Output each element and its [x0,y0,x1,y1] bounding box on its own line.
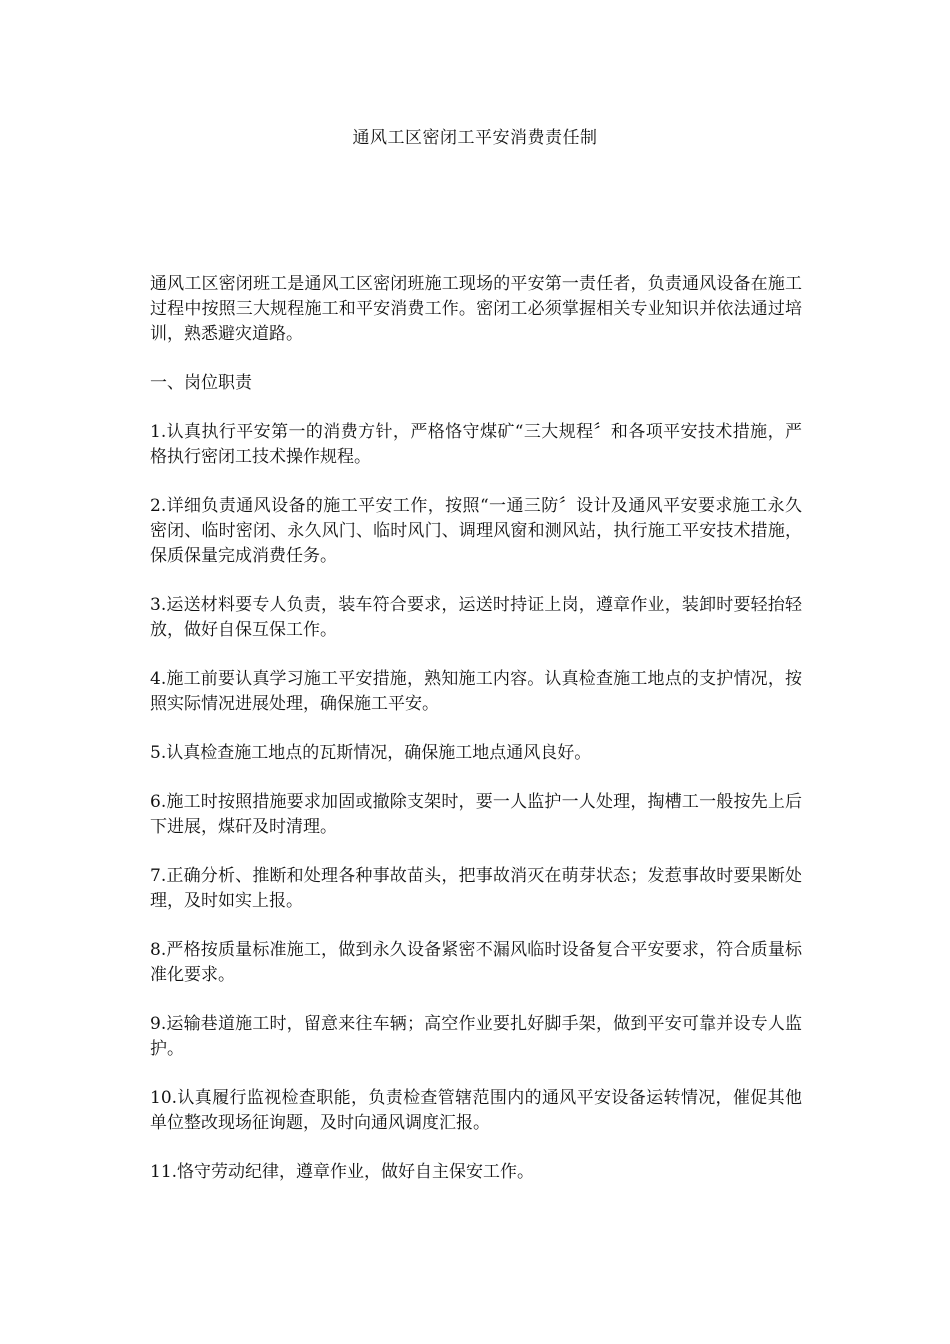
duty-item: 1.认真执行平安第一的消费方针，严格恪守煤矿“三大规程〞和各项平安技术措施，严格执行密闭工技术操作规程。 [150,422,802,467]
duty-item: 2.详细负责通风设备的施工平安工作，按照“一通三防〞设计及通风平安要求施工永久密闭、临时密闭、永久风门、临时风门、调理风窗和测风站，执行施工平安技术措施，保质保量完成消费任务。 [150,496,802,566]
duty-item: 3.运送材料要专人负责，装车符合要求，运送时持证上岗，遵章作业，装卸时要轻抬轻放，做好自保互保工作。 [150,595,802,640]
duty-item: 7.正确分析、推断和处理各种事故苗头，把事故消灭在萌芽状态；发惹事故时要果断处理，及时如实上报。 [150,866,802,911]
duty-item: 4.施工前要认真学习施工平安措施，熟知施工内容。认真检查施工地点的支护情况，按照实际情况进展处理，确保施工平安。 [150,669,802,714]
intro-paragraph: 通风工区密闭班工是通风工区密闭班施工现场的平安第一责任者，负责通风设备在施工过程中按照三大规程施工和平安消费工作。密闭工必须掌握相关专业知识并依法通过培训，熟悉避灾道路。 [150,274,802,344]
duty-item: 5.认真检查施工地点的瓦斯情况，确保施工地点通风良好。 [150,743,592,763]
section-heading: 一、岗位职责 [150,373,252,393]
duty-item: 9.运输巷道施工时，留意来往车辆；高空作业要扎好脚手架，做到平安可靠并设专人监护。 [150,1014,802,1059]
duty-item: 8.严格按质量标准施工，做到永久设备紧密不漏风临时设备复合平安要求，符合质量标准化要求。 [150,940,802,985]
document-body [150,272,802,1209]
document-title: 通风工区密闭工平安消费责任制 [352,128,598,148]
duty-item: 10.认真履行监视检查职能，负责检查管辖范围内的通风平安设备运转情况，催促其他单位整改现场征询题，及时向通风调度汇报。 [150,1088,802,1133]
duty-item: 11.恪守劳动纪律，遵章作业，做好自主保安工作。 [150,1162,535,1182]
duty-item: 6.施工时按照措施要求加固或撤除支架时，要一人监护一人处理，掏槽工一般按先上后下进展，煤矸及时清理。 [150,792,802,837]
